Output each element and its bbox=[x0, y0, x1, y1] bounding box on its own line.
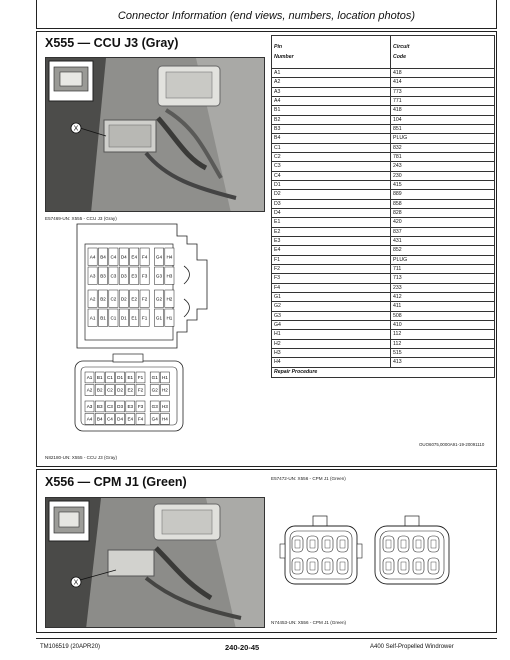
table-row bbox=[272, 190, 495, 199]
cavity-label: E4 bbox=[131, 254, 138, 260]
footer-manual-id: TM106519 (20APR20) bbox=[40, 644, 101, 650]
cavity-label: D1 bbox=[120, 315, 127, 321]
pin-number-cell: H2 bbox=[272, 339, 391, 348]
cavity-label: E4 bbox=[127, 416, 134, 422]
x556-location-photo bbox=[45, 497, 265, 628]
table-row bbox=[272, 292, 495, 301]
circuit-code-cell: 889 bbox=[391, 190, 495, 199]
table-row bbox=[272, 339, 495, 348]
x555-pin-table bbox=[271, 35, 495, 378]
cavity-label: G3 bbox=[155, 273, 163, 279]
cavity-label: D4 bbox=[117, 416, 124, 422]
circuit-code-cell: 508 bbox=[391, 311, 495, 320]
x556-connector-drawing bbox=[279, 512, 479, 612]
cavity-terminal bbox=[416, 540, 421, 548]
cavity-label: G3 bbox=[151, 404, 158, 410]
pin-number-cell: G4 bbox=[272, 320, 391, 329]
pin-number-cell: D4 bbox=[272, 208, 391, 217]
cavity-label: G4 bbox=[155, 254, 163, 260]
section-x555-title: X555 — CCU J3 (Gray) bbox=[45, 36, 179, 50]
table-row bbox=[272, 227, 495, 236]
circuit-code-cell: 858 bbox=[391, 199, 495, 208]
cavity-label: E1 bbox=[127, 375, 134, 381]
circuit-header-line1: Circuit bbox=[393, 44, 410, 50]
pin-number-cell: C2 bbox=[272, 152, 391, 161]
pin-number-cell: F3 bbox=[272, 274, 391, 283]
circuit-code-cell: 851 bbox=[391, 124, 495, 133]
table-row bbox=[272, 69, 495, 78]
cavity-label: G1 bbox=[155, 315, 163, 321]
pin-number-cell: E2 bbox=[272, 227, 391, 236]
pin-number-cell: F4 bbox=[272, 283, 391, 292]
cavity-label: F4 bbox=[137, 416, 144, 422]
cavity-label: F3 bbox=[137, 404, 144, 410]
pin-number-cell: H4 bbox=[272, 358, 391, 367]
circuit-code-cell: 104 bbox=[391, 115, 495, 124]
x555-diagram-caption: N82180-UN: X555 - CCU J3 (Gray) bbox=[45, 455, 117, 460]
x555-photo-drawing bbox=[46, 58, 265, 212]
cavity-label: H1 bbox=[166, 315, 173, 321]
cavity-terminal bbox=[295, 540, 300, 548]
cavity-terminal bbox=[295, 562, 300, 570]
cavity-terminal bbox=[310, 562, 315, 570]
cavity-label: B3 bbox=[96, 404, 103, 410]
cavity-label: B1 bbox=[100, 315, 106, 321]
x555-reference-code: OUO6075,0000A91-19-20091110 bbox=[419, 442, 485, 447]
cavity-terminal bbox=[401, 562, 406, 570]
cavity-label: F1 bbox=[141, 315, 148, 321]
table-row bbox=[272, 162, 495, 171]
cavity-label: C4 bbox=[106, 416, 113, 422]
cavity-label: A3 bbox=[89, 273, 96, 279]
table-row bbox=[272, 199, 495, 208]
cavity-terminal bbox=[416, 562, 421, 570]
pin-number-cell: A1 bbox=[272, 69, 391, 78]
cavity-label: C3 bbox=[106, 404, 113, 410]
cavity-label: E2 bbox=[131, 296, 138, 302]
cavity-label: A1 bbox=[89, 315, 96, 321]
x555-photo-callout-label: X bbox=[73, 125, 79, 133]
page-header-title: Connector Information (end views, numbers, location photos) bbox=[117, 10, 416, 22]
cavity-label: C1 bbox=[110, 315, 117, 321]
table-row bbox=[272, 87, 495, 96]
cavity-label: H2 bbox=[161, 387, 168, 393]
cavity-terminal bbox=[386, 540, 391, 548]
cavity-terminal bbox=[310, 540, 315, 548]
cavity-label: G1 bbox=[151, 375, 158, 381]
cavity-label: F1 bbox=[137, 375, 144, 381]
cavity-label: H4 bbox=[161, 416, 168, 422]
section-x555 bbox=[36, 31, 497, 467]
repair-procedure-row bbox=[272, 367, 495, 377]
pin-number-cell: H3 bbox=[272, 348, 391, 357]
pin-number-cell: E3 bbox=[272, 236, 391, 245]
cavity-label: D4 bbox=[120, 254, 127, 260]
cavity-label: H4 bbox=[166, 254, 173, 260]
cavity-terminal bbox=[401, 540, 406, 548]
table-row bbox=[272, 218, 495, 227]
cavity-label: G2 bbox=[151, 387, 158, 393]
x556-photo-caption: E57472-UN: X556 - CPM J1 (Green) bbox=[271, 476, 346, 481]
cavity-label: F2 bbox=[137, 387, 144, 393]
x555-photo-caption: E57469-UN: X555 - CCU J3 (Gray) bbox=[45, 216, 117, 221]
cavity-label: F2 bbox=[141, 296, 148, 302]
cavity-label: H2 bbox=[166, 296, 173, 302]
table-row bbox=[272, 180, 495, 189]
cavity-label: C1 bbox=[106, 375, 113, 381]
table-row bbox=[272, 208, 495, 217]
cavity-label: B2 bbox=[96, 387, 103, 393]
circuit-code-cell: 711 bbox=[391, 264, 495, 273]
cavity-label: D2 bbox=[120, 296, 127, 302]
circuit-code-cell: 230 bbox=[391, 171, 495, 180]
pin-number-cell: B2 bbox=[272, 115, 391, 124]
x556-photo-callout-label: X bbox=[73, 579, 79, 587]
footer-rule bbox=[36, 638, 497, 639]
x556-right-view bbox=[375, 516, 449, 584]
cavity-label: E1 bbox=[131, 315, 138, 321]
circuit-code-cell: 781 bbox=[391, 152, 495, 161]
cavity-label: A1 bbox=[86, 375, 93, 381]
circuit-code-cell: 243 bbox=[391, 162, 495, 171]
table-row bbox=[272, 311, 495, 320]
section-x556 bbox=[36, 469, 497, 633]
table-row bbox=[272, 152, 495, 161]
pin-number-cell: G2 bbox=[272, 302, 391, 311]
table-row bbox=[272, 358, 495, 367]
circuit-code-cell: 420 bbox=[391, 218, 495, 227]
cavity-terminal bbox=[431, 562, 436, 570]
repair-procedure-link[interactable]: Repair Procedure bbox=[272, 367, 495, 377]
cavity-terminal bbox=[325, 562, 330, 570]
table-row bbox=[272, 255, 495, 264]
table-row bbox=[272, 134, 495, 143]
table-row bbox=[272, 96, 495, 105]
cavity-terminal bbox=[386, 562, 391, 570]
section-x556-title: X556 — CPM J1 (Green) bbox=[45, 475, 187, 489]
circuit-code-cell: 773 bbox=[391, 87, 495, 96]
table-row bbox=[272, 330, 495, 339]
table-row bbox=[272, 124, 495, 133]
circuit-code-cell: 832 bbox=[391, 143, 495, 152]
circuit-code-cell: 112 bbox=[391, 339, 495, 348]
circuit-code-header bbox=[391, 36, 495, 69]
pin-number-cell: A3 bbox=[272, 87, 391, 96]
cavity-label: G4 bbox=[151, 416, 158, 422]
pin-table-header-row bbox=[272, 36, 495, 69]
circuit-code-cell: 418 bbox=[391, 106, 495, 115]
table-row bbox=[272, 236, 495, 245]
table-row bbox=[272, 106, 495, 115]
circuit-code-cell: 852 bbox=[391, 246, 495, 255]
cavity-label: A2 bbox=[86, 387, 93, 393]
cavity-label: F4 bbox=[141, 254, 148, 260]
table-row bbox=[272, 274, 495, 283]
circuit-code-cell: 410 bbox=[391, 320, 495, 329]
cavity-label: A3 bbox=[86, 404, 93, 410]
cavity-label: G2 bbox=[155, 296, 163, 302]
pin-number-cell: E1 bbox=[272, 218, 391, 227]
circuit-code-cell: 233 bbox=[391, 283, 495, 292]
circuit-code-cell: 837 bbox=[391, 227, 495, 236]
cavity-terminal bbox=[340, 540, 345, 548]
cavity-label: D1 bbox=[117, 375, 124, 381]
cavity-terminal bbox=[325, 540, 330, 548]
circuit-code-cell: 515 bbox=[391, 348, 495, 357]
pin-number-cell: C1 bbox=[272, 143, 391, 152]
circuit-code-cell: 828 bbox=[391, 208, 495, 217]
pin-number-cell: B4 bbox=[272, 134, 391, 143]
pin-number-cell: B3 bbox=[272, 124, 391, 133]
cavity-label: E3 bbox=[131, 273, 138, 279]
cavity-label: B2 bbox=[100, 296, 106, 302]
x555-connector-diagrams bbox=[57, 204, 227, 446]
circuit-code-cell: 415 bbox=[391, 180, 495, 189]
table-row bbox=[272, 78, 495, 87]
pin-number-cell: F2 bbox=[272, 264, 391, 273]
circuit-code-cell: 713 bbox=[391, 274, 495, 283]
circuit-code-cell: 414 bbox=[391, 78, 495, 87]
cavity-label: E3 bbox=[127, 404, 134, 410]
circuit-code-cell: 431 bbox=[391, 236, 495, 245]
pin-number-cell: D1 bbox=[272, 180, 391, 189]
cavity-label: C2 bbox=[110, 296, 117, 302]
x556-connector-diagrams bbox=[279, 512, 479, 612]
pin-number-cell: G1 bbox=[272, 292, 391, 301]
table-row bbox=[272, 115, 495, 124]
cavity-label: H1 bbox=[161, 375, 168, 381]
cavity-label: H3 bbox=[161, 404, 168, 410]
cavity-label: A4 bbox=[89, 254, 96, 260]
cavity-label: A4 bbox=[86, 416, 93, 422]
pin-number-cell: A2 bbox=[272, 78, 391, 87]
table-row bbox=[272, 143, 495, 152]
cavity-label: C4 bbox=[110, 254, 117, 260]
circuit-code-cell: 412 bbox=[391, 292, 495, 301]
pin-number-cell: B1 bbox=[272, 106, 391, 115]
pin-number-cell: G3 bbox=[272, 311, 391, 320]
circuit-code-cell: PLUG bbox=[391, 255, 495, 264]
x555-connector-drawing bbox=[57, 204, 227, 446]
table-row bbox=[272, 348, 495, 357]
circuit-header-line2: Code bbox=[393, 54, 406, 60]
x556-photo-drawing bbox=[46, 498, 265, 628]
circuit-code-cell: 411 bbox=[391, 302, 495, 311]
pin-number-cell: C4 bbox=[272, 171, 391, 180]
circuit-code-cell: 418 bbox=[391, 69, 495, 78]
pin-number-cell: E4 bbox=[272, 246, 391, 255]
circuit-code-cell: 413 bbox=[391, 358, 495, 367]
cavity-label: B4 bbox=[96, 416, 103, 422]
cavity-label: B4 bbox=[100, 254, 106, 260]
x555-location-photo bbox=[45, 57, 265, 212]
cavity-label: D3 bbox=[117, 404, 124, 410]
circuit-code-cell: 112 bbox=[391, 330, 495, 339]
table-row bbox=[272, 302, 495, 311]
cavity-label: D2 bbox=[117, 387, 124, 393]
table-row bbox=[272, 171, 495, 180]
pin-number-cell: H1 bbox=[272, 330, 391, 339]
header-rule bbox=[36, 28, 497, 29]
cavity-label: C2 bbox=[106, 387, 113, 393]
cavity-label: D3 bbox=[120, 273, 127, 279]
cavity-label: A2 bbox=[89, 296, 96, 302]
cavity-label: B1 bbox=[96, 375, 103, 381]
pin-number-cell: C3 bbox=[272, 162, 391, 171]
pin-number-cell: D3 bbox=[272, 199, 391, 208]
table-row bbox=[272, 283, 495, 292]
cavity-terminal bbox=[340, 562, 345, 570]
cavity-label: H3 bbox=[166, 273, 173, 279]
table-row bbox=[272, 246, 495, 255]
cavity-terminal bbox=[431, 540, 436, 548]
cavity-label: F3 bbox=[141, 273, 148, 279]
pin-number-cell: F1 bbox=[272, 255, 391, 264]
circuit-code-cell: PLUG bbox=[391, 134, 495, 143]
cavity-label: E2 bbox=[127, 387, 134, 393]
cavity-label: B3 bbox=[100, 273, 106, 279]
x556-diagram-caption: N74453-UN: X556 - CPM J1 (Green) bbox=[271, 620, 347, 625]
pin-number-cell: D2 bbox=[272, 190, 391, 199]
x556-left-view bbox=[280, 516, 362, 584]
pin-header-line1: Pin bbox=[274, 44, 283, 50]
table-row bbox=[272, 264, 495, 273]
pin-number-cell: A4 bbox=[272, 96, 391, 105]
cavity-label: C3 bbox=[110, 273, 117, 279]
footer-product-name: A400 Self-Propelled Windrower bbox=[370, 644, 454, 650]
circuit-code-cell: 771 bbox=[391, 96, 495, 105]
footer-page-number: 240-20-45 bbox=[225, 643, 260, 652]
pin-header-line2: Number bbox=[274, 54, 294, 60]
table-row bbox=[272, 320, 495, 329]
pin-number-header bbox=[272, 36, 391, 69]
